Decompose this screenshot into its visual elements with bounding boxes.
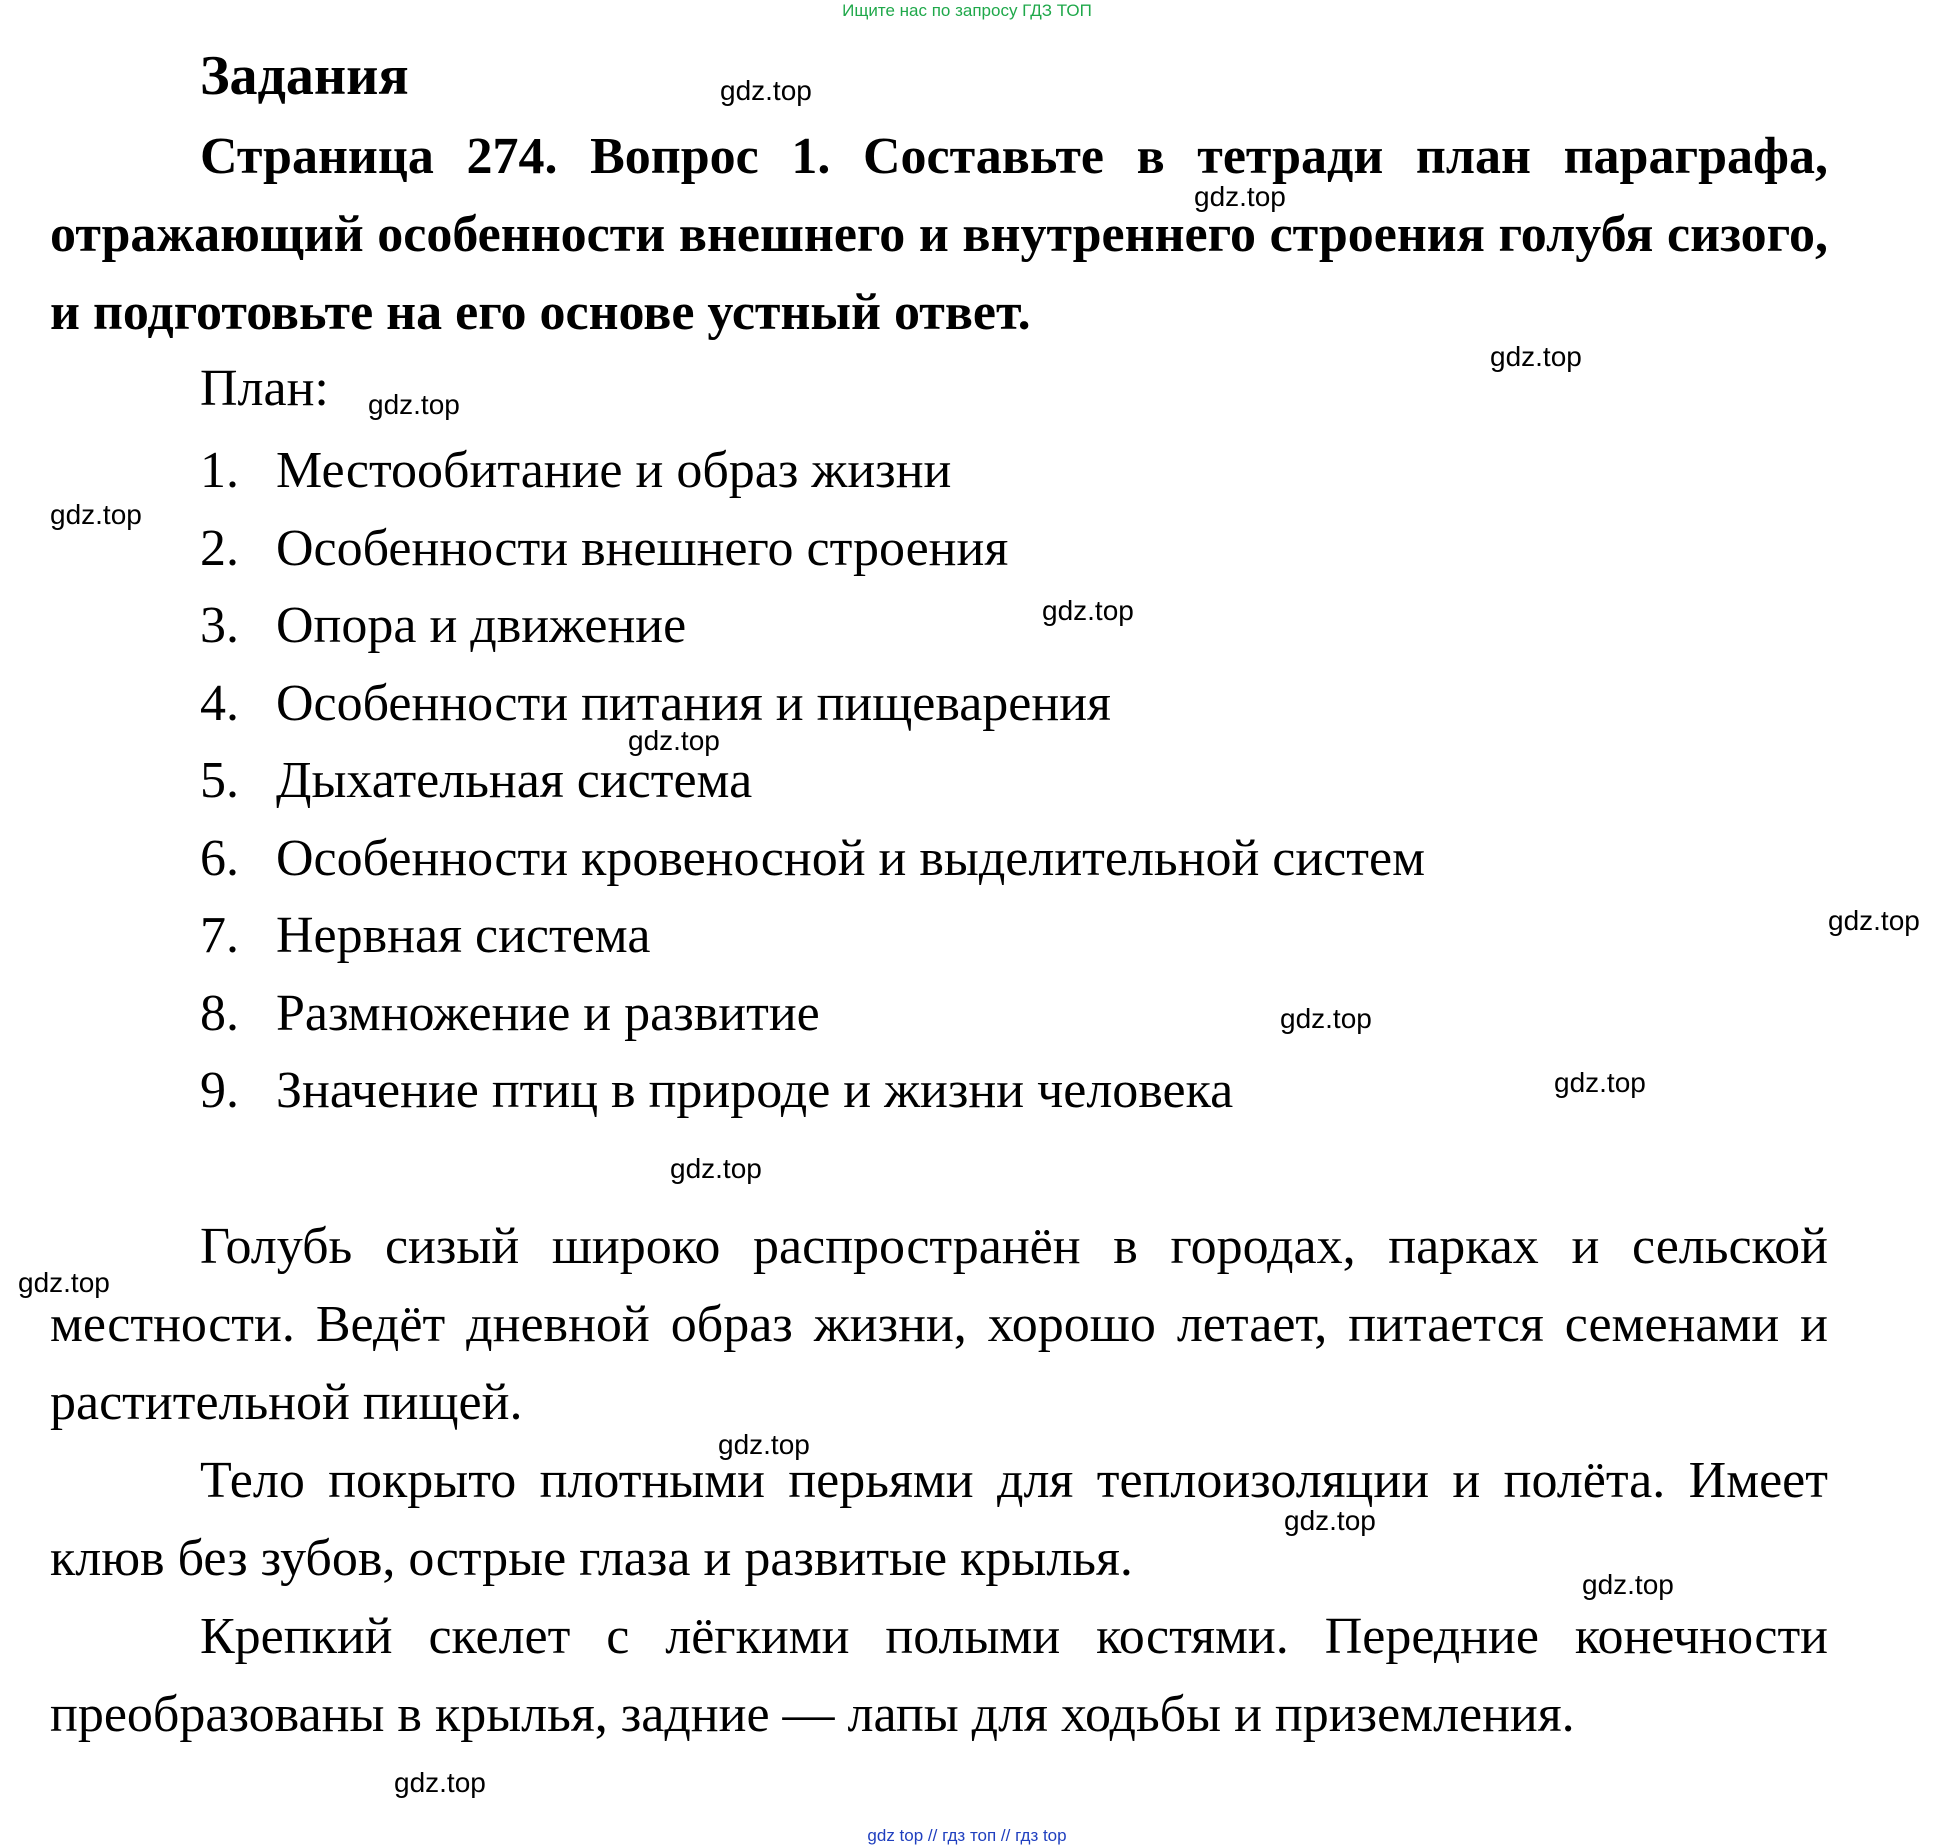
watermark: gdz.top <box>1284 1505 1376 1536</box>
watermark: gdz.top <box>628 725 720 756</box>
plan-item-text: Опора и движение <box>276 597 687 654</box>
plan-item-number: 8. <box>200 984 239 1042</box>
plan-item <box>200 975 1425 1053</box>
answer-paragraph: Тело покрыто плотными перьями для теплоизоляции и полёта. Имеет клюв без зубов, острые глаза и развитые крылья. <box>50 1452 1828 1587</box>
watermark: gdz.top <box>1554 1067 1646 1098</box>
plan-item-text: Дыхательная система <box>276 752 753 809</box>
plan-item <box>200 665 1425 743</box>
plan-item-number: 9. <box>200 1062 239 1119</box>
plan-item <box>200 1052 1425 1130</box>
answer-paragraph: Крепкий скелет с лёгкими полыми костями. Передние конечности преобразованы в крылья, задние — лапы для ходьбы и приземления. <box>50 1608 1828 1743</box>
plan-item-number: 4. <box>200 674 239 732</box>
watermark: gdz.top <box>1828 905 1920 936</box>
plan-item-text: Нервная система <box>276 907 651 964</box>
watermark: gdz.top <box>50 499 142 530</box>
plan-item-text: Размножение и развитие <box>276 984 820 1042</box>
plan-item-text: Особенности питания и пищеварения <box>276 674 1111 732</box>
plan-item <box>200 587 1425 665</box>
watermark: gdz.top <box>670 1153 762 1184</box>
watermark: gdz.top <box>1582 1569 1674 1600</box>
plan-item-number: 1. <box>200 442 239 499</box>
plan-item-number: 6. <box>200 829 239 887</box>
plan-item <box>200 510 1425 588</box>
plan-item <box>200 897 1425 975</box>
plan-item-text: Особенности кровеносной и выделительной систем <box>276 829 1425 887</box>
watermark: gdz.top <box>1194 181 1286 212</box>
watermark: gdz.top <box>718 1429 810 1460</box>
watermark: gdz.top <box>1490 341 1582 372</box>
watermark: gdz.top <box>720 75 812 106</box>
watermark: gdz.top <box>394 1767 486 1798</box>
plan-item-text: Значение птиц в природе и жизни человека <box>276 1062 1234 1119</box>
plan-label: План: <box>200 360 329 417</box>
watermark: gdz.top <box>368 389 460 420</box>
top-banner: Ищите нас по запросу ГДЗ ТОП <box>842 1 1092 20</box>
watermark: gdz.top <box>1042 595 1134 626</box>
watermark: gdz.top <box>1280 1003 1372 1034</box>
plan-item-number: 3. <box>200 597 239 654</box>
plan-list <box>200 432 1425 1130</box>
footer-links: gdz top // гдз топ // гдз top <box>867 1826 1067 1845</box>
plan-item <box>200 820 1425 898</box>
watermark: gdz.top <box>18 1267 110 1298</box>
plan-item-number: 5. <box>200 752 239 809</box>
plan-item-text: Особенности внешнего строения <box>276 519 1009 577</box>
plan-item <box>200 432 1425 510</box>
plan-item-text: Местообитание и образ жизни <box>276 442 952 499</box>
question-text: Страница 274. Вопрос 1. Составьте в тетради план параграфа, отражающий особенности внешнего и внутреннего строения голубя сизого, и подготовьте на его основе устный ответ. <box>50 128 1828 341</box>
plan-item <box>200 742 1425 820</box>
page-title: Задания <box>200 45 409 107</box>
answer-paragraph: Голубь сизый широко распространён в городах, парках и сельской местности. Ведёт дневной образ жизни, хорошо летает, питается семенами и растительной пищей. <box>50 1218 1828 1431</box>
plan-item-number: 2. <box>200 519 239 577</box>
plan-item-number: 7. <box>200 907 239 964</box>
